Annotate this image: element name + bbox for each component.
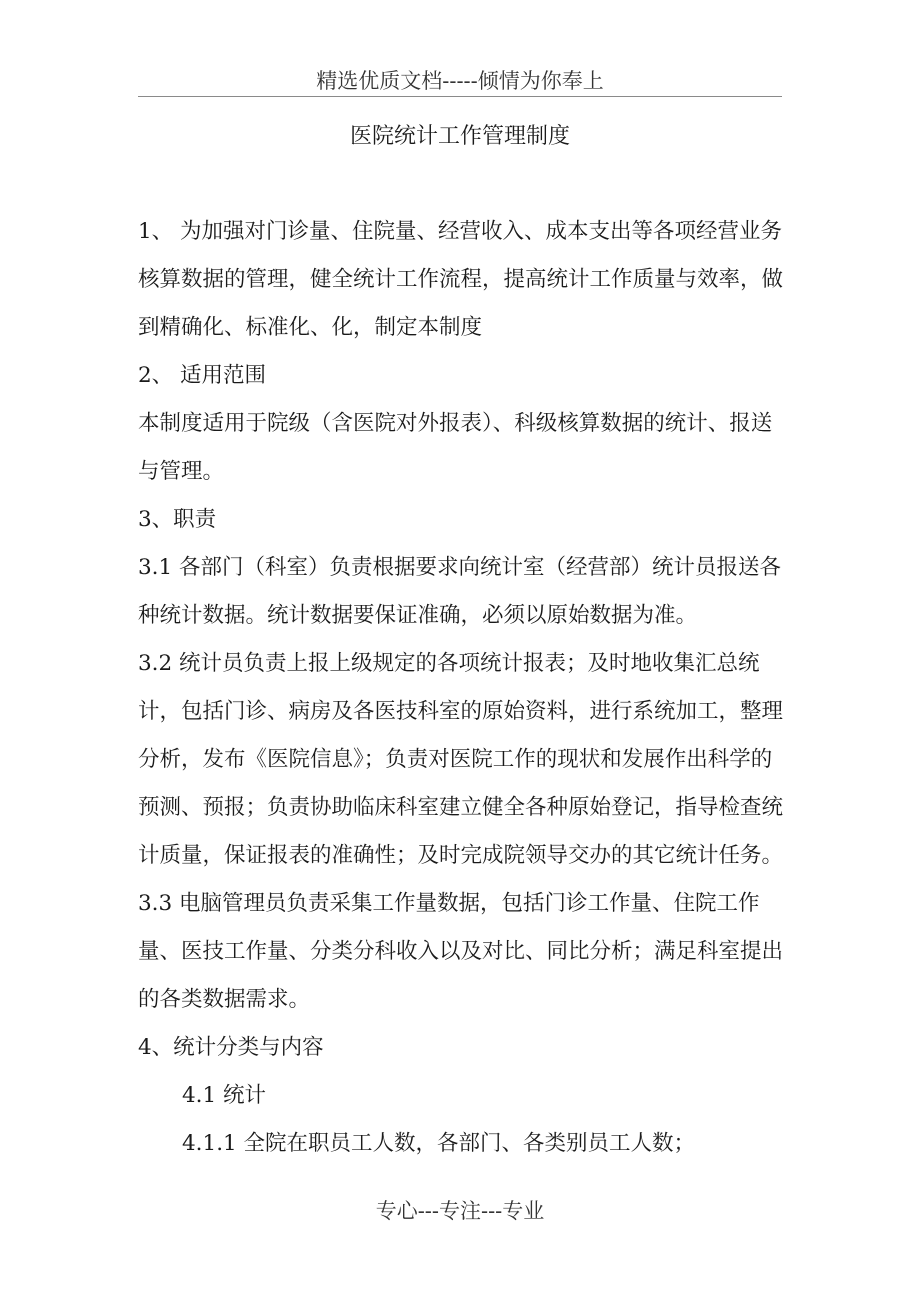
paragraph-scope-text: 本制度适用于院级（含医院对外报表）、科级核算数据的统计、报送与管理。 bbox=[138, 411, 773, 484]
header-divider bbox=[138, 96, 782, 97]
document-body bbox=[138, 208, 786, 1168]
paragraph-4-heading: 4、统计分类与内容 bbox=[138, 1035, 324, 1060]
paragraph-1-purpose: 1、 为加强对门诊量、住院量、经营收入、成本支出等各项经营业务核算数据的管理，健全统计工作流程，提高统计工作质量与效率，做到精确化、标准化、化，制定本制度 bbox=[138, 219, 784, 340]
paragraph-3-duties-heading: 3、职责 bbox=[138, 507, 217, 532]
paragraph-3-1: 3.1 各部门（科室）负责根据要求向统计室（经营部）统计员报送各种统计数据。统计数据要保证准确，必须以原始数据为准。 bbox=[138, 555, 782, 628]
page-footer: 专心---专注---专业 bbox=[375, 1199, 545, 1223]
paragraph-3-3: 3.3 电脑管理员负责采集工作量数据，包括门诊工作量、住院工作量、医技工作量、分类分科收入以及对比、同比分析；满足科室提出的各类数据需求。 bbox=[138, 891, 784, 1012]
paragraph-4-1-1: 4.1.1 全院在职员工人数，各部门、各类别员工人数； bbox=[182, 1131, 696, 1156]
page-header: 精选优质文档-----倾情为你奉上 bbox=[316, 69, 604, 93]
paragraph-4-1: 4.1 统计 bbox=[182, 1083, 267, 1108]
document-title: 医院统计工作管理制度 bbox=[349, 124, 570, 149]
paragraph-2-scope-heading: 2、 适用范围 bbox=[138, 363, 267, 388]
paragraph-3-2: 3.2 统计员负责上报上级规定的各项统计报表；及时地收集汇总统计，包括门诊、病房及各医技科室的原始资料，进行系统加工，整理分析，发布《医院信息》；负责对医院工作的现状和发展作出科学的预测、预报；负责协助临床科室建立健全各种原始登记，指导检查统计质量，保证报表的准确性；及时完成院领导交办的其它统计任务。 bbox=[138, 651, 784, 868]
